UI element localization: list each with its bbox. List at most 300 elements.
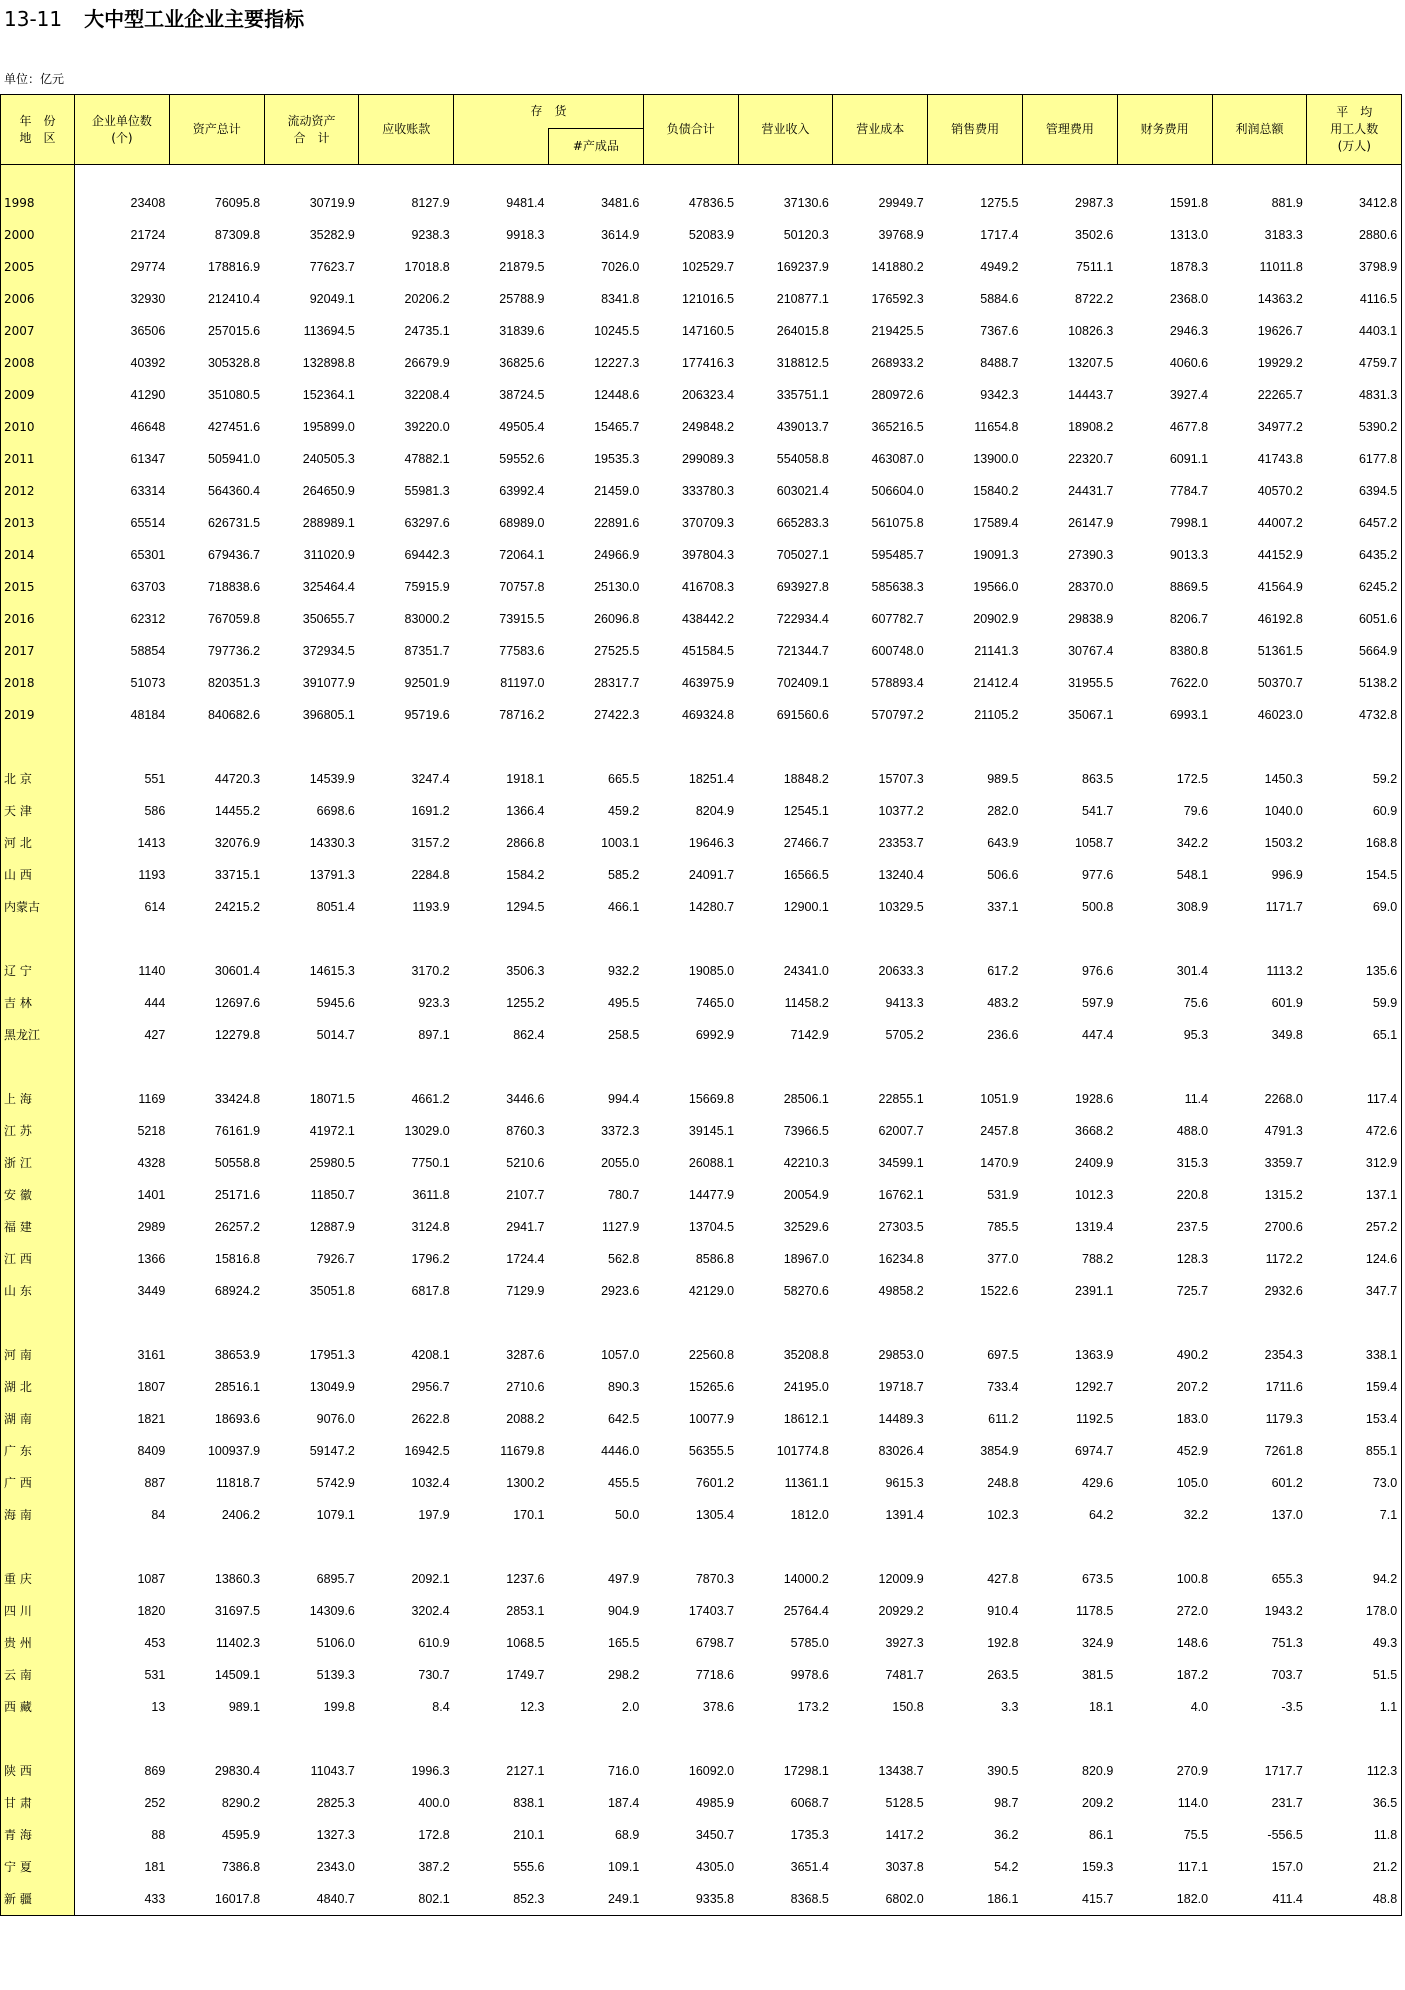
table-cell: 1237.6	[506, 1572, 545, 1586]
table-cell: 264015.8	[776, 324, 829, 338]
row-label: 新 疆	[1, 1883, 75, 1916]
table-cell: 50370.7	[1257, 676, 1303, 690]
row-label: 西 藏	[1, 1691, 75, 1723]
unit-label: 单位：亿元	[4, 72, 65, 86]
table-cell: 1878.3	[1169, 260, 1209, 274]
table-cell: 721344.7	[776, 644, 829, 658]
table-cell: 252	[144, 1796, 166, 1810]
table-cell: 8.4	[432, 1700, 450, 1714]
row-label: 2006	[1, 283, 75, 315]
table-cell: 75.5	[1183, 1828, 1209, 1842]
table-cell: 73966.5	[783, 1124, 829, 1138]
header-total-profit: 利润总额	[1212, 95, 1307, 165]
table-cell: 429.6	[1082, 1476, 1114, 1490]
table-cell: 1918.1	[506, 772, 545, 786]
table-cell: 14330.3	[309, 836, 355, 850]
table-cell: 1040.0	[1264, 804, 1303, 818]
table-cell: 4328	[137, 1156, 166, 1170]
table-cell: 87309.8	[214, 228, 261, 242]
table-cell: 41743.8	[1257, 452, 1303, 466]
table-cell: 8409	[137, 1444, 166, 1458]
table-row	[1, 187, 1402, 219]
table-cell: 1.1	[1307, 1691, 1402, 1723]
table-cell: 500.8	[1082, 900, 1114, 914]
table-cell: 101774.8	[776, 1444, 829, 1458]
table-cell: 8368.5	[738, 1883, 833, 1916]
table-cell: 325464.4	[302, 580, 355, 594]
table-cell: 36.5	[1307, 1787, 1402, 1819]
table-cell: 9342.3	[980, 388, 1019, 402]
table-cell: 1113.2	[1266, 964, 1303, 978]
table-cell: 236.6	[987, 1028, 1019, 1042]
table-row	[1, 763, 1402, 795]
table-cell: 338.1	[1307, 1339, 1402, 1371]
table-cell: 324.9	[1082, 1636, 1114, 1650]
table-cell: 9335.8	[643, 1883, 738, 1916]
table-cell: 21724	[130, 228, 166, 242]
table-cell: 554058.8	[776, 452, 829, 466]
table-cell: 17298.1	[783, 1764, 829, 1778]
table-cell: 2923.6	[601, 1284, 640, 1298]
table-cell: 14539.9	[309, 772, 355, 786]
row-label: 2015	[1, 571, 75, 603]
table-cell: 3037.8	[885, 1860, 924, 1874]
table-cell: 20206.2	[404, 292, 450, 306]
table-cell: 904.9	[608, 1604, 640, 1618]
row-label: 宁 夏	[1, 1851, 75, 1883]
table-cell: 27303.5	[878, 1220, 924, 1234]
table-cell: 37130.6	[783, 196, 829, 210]
table-cell: 1821	[137, 1412, 166, 1426]
table-cell: 31955.5	[1068, 676, 1114, 690]
table-cell: 7622.0	[1169, 676, 1209, 690]
table-cell: 349.8	[1271, 1028, 1303, 1042]
table-cell: 8760.3	[506, 1124, 545, 1138]
table-cell: 5742.9	[316, 1476, 355, 1490]
table-cell: 4732.8	[1307, 699, 1402, 731]
table-cell: 88	[151, 1828, 166, 1842]
table-row	[1, 699, 1402, 731]
table-cell: 220.8	[1176, 1188, 1209, 1202]
table-cell: 212410.4	[207, 292, 261, 306]
table-cell: 2946.3	[1169, 324, 1209, 338]
table-cell: 25171.6	[214, 1188, 261, 1202]
table-cell: 25788.9	[499, 292, 545, 306]
table-cell: 14455.2	[214, 804, 261, 818]
table-cell: 24966.9	[594, 548, 640, 562]
table-cell: 9481.4	[506, 196, 545, 210]
table-cell: 733.4	[987, 1380, 1019, 1394]
table-cell: 1051.9	[980, 1092, 1019, 1106]
table-cell: 11654.8	[974, 420, 1019, 434]
table-cell: 910.4	[987, 1604, 1019, 1618]
table-cell: 28370.0	[1068, 580, 1114, 594]
table-cell: 483.2	[987, 996, 1019, 1010]
table-cell: 36825.6	[499, 356, 545, 370]
table-cell: 2853.1	[506, 1604, 545, 1618]
table-cell: 25980.5	[309, 1156, 355, 1170]
table-cell: 4595.9	[221, 1828, 261, 1842]
table-cell: 68.9	[614, 1828, 640, 1842]
table-row	[1, 507, 1402, 539]
table-cell: 372934.5	[302, 644, 355, 658]
table-cell: 63992.4	[499, 484, 545, 498]
table-cell: 42129.0	[688, 1284, 735, 1298]
table-cell: 5138.2	[1307, 667, 1402, 699]
table-cell: 178816.9	[207, 260, 261, 274]
table-cell: 862.4	[513, 1028, 545, 1042]
table-cell: 16092.0	[688, 1764, 735, 1778]
table-cell: 488.0	[1176, 1124, 1209, 1138]
table-cell: 3651.4	[790, 1860, 829, 1874]
table-cell: 36.2	[994, 1828, 1019, 1842]
table-cell: 24341.0	[783, 964, 829, 978]
table-cell: 264650.9	[302, 484, 355, 498]
table-cell: 26147.9	[1068, 516, 1114, 530]
table-cell: 39220.0	[404, 420, 450, 434]
header-avg-employees: 平 均 用工人数 (万人)	[1307, 95, 1402, 165]
table-cell: 1319.4	[1075, 1220, 1114, 1234]
table-cell: 20929.2	[878, 1604, 924, 1618]
table-cell: 2127.1	[506, 1764, 545, 1778]
table-cell: 21.2	[1307, 1851, 1402, 1883]
table-cell: 78716.2	[499, 708, 545, 722]
table-cell: 159.4	[1307, 1371, 1402, 1403]
table-cell: 249.1	[548, 1883, 643, 1916]
table-cell: 30601.4	[214, 964, 261, 978]
table-cell: 1058.7	[1075, 836, 1114, 850]
table-cell: 838.1	[513, 1796, 545, 1810]
table-cell: 1068.5	[506, 1636, 545, 1650]
table-cell: 14280.7	[688, 900, 735, 914]
table-cell: 183.0	[1176, 1412, 1209, 1426]
table-cell: 69442.3	[404, 548, 450, 562]
table-cell: 531	[144, 1668, 166, 1682]
table-cell: 9238.3	[411, 228, 450, 242]
table-row	[1, 571, 1402, 603]
table-cell: 18251.4	[688, 772, 735, 786]
row-label: 山 东	[1, 1275, 75, 1307]
table-cell: 19085.0	[688, 964, 735, 978]
table-cell: 22891.6	[594, 516, 640, 530]
table-cell: 298.2	[608, 1668, 640, 1682]
table-cell: 439013.7	[776, 420, 829, 434]
row-label: 2018	[1, 667, 75, 699]
table-cell: 70757.8	[499, 580, 545, 594]
table-cell: 1087	[137, 1572, 166, 1586]
table-cell: 451584.5	[681, 644, 735, 658]
table-cell: 83026.4	[878, 1444, 924, 1458]
table-cell: 13	[151, 1700, 166, 1714]
table-row	[1, 347, 1402, 379]
table-cell: 181	[144, 1860, 166, 1874]
table-cell: 5139.3	[316, 1668, 355, 1682]
table-cell: 1140	[138, 964, 166, 978]
table-cell: 7.1	[1307, 1499, 1402, 1531]
table-cell: 9413.3	[885, 996, 924, 1010]
table-cell: 1255.2	[506, 996, 545, 1010]
table-cell: 1012.3	[1075, 1188, 1114, 1202]
row-label: 湖 北	[1, 1371, 75, 1403]
table-cell: 506604.0	[871, 484, 924, 498]
table-cell: 35051.8	[309, 1284, 355, 1298]
table-cell: 12887.9	[309, 1220, 355, 1234]
table-cell: 333780.3	[681, 484, 735, 498]
table-cell: 59552.6	[499, 452, 545, 466]
table-cell: 40570.2	[1257, 484, 1303, 498]
table-cell: 13438.7	[878, 1764, 924, 1778]
table-cell: 272.0	[1176, 1604, 1209, 1618]
table-cell: 32076.9	[214, 836, 261, 850]
table-cell: 3611.8	[412, 1188, 450, 1202]
table-cell: 3202.4	[411, 1604, 450, 1618]
table-cell: 73915.5	[499, 612, 545, 626]
table-cell: 578893.4	[871, 676, 924, 690]
table-cell: 301.4	[1176, 964, 1209, 978]
table-cell: 820.9	[1082, 1764, 1114, 1778]
row-label: 上 海	[1, 1083, 75, 1115]
table-cell: 32.2	[1183, 1508, 1209, 1522]
table-cell: 863.5	[1082, 772, 1114, 786]
table-cell: 459.2	[608, 804, 640, 818]
table-cell: 18848.2	[783, 772, 829, 786]
table-cell: 3502.6	[1075, 228, 1114, 242]
table-row	[1, 635, 1402, 667]
table-cell: 427	[144, 1028, 166, 1042]
table-title	[4, 3, 304, 32]
table-cell: 2354.3	[1264, 1348, 1303, 1362]
table-cell: 51073	[130, 676, 166, 690]
table-cell: 601.9	[1271, 996, 1303, 1010]
table-cell: 14489.3	[878, 1412, 924, 1426]
table-cell: 75.6	[1183, 996, 1209, 1010]
table-cell: 9918.3	[506, 228, 545, 242]
table-cell: 192.8	[987, 1636, 1019, 1650]
group-spacer	[1, 923, 1402, 955]
table-cell: 12009.9	[878, 1572, 924, 1586]
table-cell: 248.8	[987, 1476, 1019, 1490]
table-row	[1, 1851, 1402, 1883]
table-cell: 780.7	[608, 1188, 640, 1202]
row-label: 2010	[1, 411, 75, 443]
table-cell: 19718.7	[878, 1380, 924, 1394]
table-cell: 15669.8	[688, 1092, 735, 1106]
table-cell: 6798.7	[695, 1636, 735, 1650]
table-cell: 92501.9	[404, 676, 450, 690]
table-cell: 172.5	[1176, 772, 1209, 786]
table-cell: 400.0	[418, 1796, 450, 1810]
table-cell: 1294.5	[506, 900, 545, 914]
table-cell: 1079.1	[316, 1508, 355, 1522]
table-cell: 26257.2	[214, 1220, 261, 1234]
row-label: 湖 南	[1, 1403, 75, 1435]
table-cell: 13704.5	[688, 1220, 735, 1234]
table-cell: 109.1	[608, 1860, 640, 1874]
table-cell: 1996.3	[411, 1764, 450, 1778]
table-cell: 73.0	[1307, 1467, 1402, 1499]
row-label: 内蒙古	[1, 891, 75, 923]
table-cell: 69.0	[1307, 891, 1402, 923]
table-row	[1, 955, 1402, 987]
table-row	[1, 1819, 1402, 1851]
table-cell: 19626.7	[1257, 324, 1303, 338]
table-cell: 14477.9	[688, 1188, 735, 1202]
table-cell: 315.3	[1176, 1156, 1209, 1170]
table-cell: 137.1	[1307, 1179, 1402, 1211]
table-cell: 977.6	[1082, 868, 1114, 882]
table-cell: 3170.2	[411, 964, 450, 978]
table-cell: 13207.5	[1068, 356, 1114, 370]
table-cell: 693927.8	[776, 580, 829, 594]
table-cell: 585.2	[608, 868, 640, 882]
table-cell: 61347	[130, 452, 166, 466]
table-cell: 240505.3	[302, 452, 355, 466]
table-cell: 32529.6	[783, 1220, 829, 1234]
table-cell: 3359.7	[1264, 1156, 1303, 1170]
table-cell: 42210.3	[783, 1156, 829, 1170]
header-admin-expenses: 管理费用	[1022, 95, 1117, 165]
table-cell: 187.4	[608, 1796, 640, 1810]
table-cell: 257.2	[1307, 1211, 1402, 1243]
table-cell: 397804.3	[681, 548, 735, 562]
table-cell: 11402.3	[215, 1636, 261, 1650]
table-cell: 182.0	[1117, 1883, 1212, 1916]
table-cell: 15465.7	[594, 420, 640, 434]
table-cell: 3161	[137, 1348, 166, 1362]
table-cell: 337.1	[987, 900, 1019, 914]
table-cell: 411.4	[1212, 1883, 1307, 1916]
table-cell: 15265.6	[688, 1380, 735, 1394]
table-cell: 697.5	[987, 1348, 1019, 1362]
table-cell: 4116.5	[1307, 283, 1402, 315]
table-cell: 378.6	[702, 1700, 735, 1714]
table-cell: 46648	[130, 420, 166, 434]
table-cell: 5390.2	[1307, 411, 1402, 443]
table-cell: 15816.8	[214, 1252, 261, 1266]
table-cell: 56355.5	[688, 1444, 735, 1458]
group-spacer	[1, 1723, 1402, 1755]
table-cell: 20054.9	[783, 1188, 829, 1202]
table-cell: 12279.8	[214, 1028, 261, 1042]
table-cell: 11.8	[1307, 1819, 1402, 1851]
table-cell: 1032.4	[411, 1476, 450, 1490]
table-cell: 18693.6	[214, 1412, 261, 1426]
table-cell: 1366.4	[506, 804, 545, 818]
table-cell: 785.5	[987, 1220, 1019, 1234]
table-cell: 15707.3	[878, 772, 924, 786]
table-header	[1, 95, 1402, 165]
table-cell: 7261.8	[1264, 1444, 1303, 1458]
table-cell: 197.9	[418, 1508, 450, 1522]
table-cell: 655.3	[1271, 1572, 1303, 1586]
table-cell: 311020.9	[303, 548, 355, 562]
table-cell: 3798.9	[1307, 251, 1402, 283]
table-cell: 26096.8	[594, 612, 640, 626]
table-cell: 601.2	[1271, 1476, 1303, 1490]
table-cell: 2956.7	[411, 1380, 450, 1394]
table-cell: 186.1	[928, 1883, 1023, 1916]
table-cell: 195899.0	[302, 420, 355, 434]
table-cell: 5218	[137, 1124, 166, 1138]
table-cell: 92049.1	[309, 292, 355, 306]
table-cell: 50120.3	[783, 228, 829, 242]
table-cell: 370709.3	[681, 516, 735, 530]
table-cell: 29853.0	[878, 1348, 924, 1362]
table-cell: 237.5	[1176, 1220, 1209, 1234]
table-cell: 50.0	[614, 1508, 640, 1522]
table-cell: 280972.6	[871, 388, 924, 402]
table-cell: 46023.0	[1257, 708, 1303, 722]
table-cell: 611.2	[988, 1412, 1019, 1426]
table-cell: 665.5	[608, 772, 640, 786]
header-stub: 年 份 地 区	[1, 95, 75, 165]
table-cell: 137.0	[1271, 1508, 1303, 1522]
table-cell: 17403.7	[688, 1604, 735, 1618]
table-row	[1, 1755, 1402, 1787]
table-cell: 1192.5	[1075, 1412, 1114, 1426]
table-cell: 27525.5	[594, 644, 640, 658]
table-cell: 7718.6	[695, 1668, 735, 1682]
table-cell: 2941.7	[506, 1220, 545, 1234]
table-cell: 8206.7	[1169, 612, 1209, 626]
table-cell: 855.1	[1307, 1435, 1402, 1467]
table-row	[1, 1563, 1402, 1595]
table-cell: 52083.9	[688, 228, 735, 242]
table-cell: 1366	[137, 1252, 166, 1266]
table-cell: 390.5	[987, 1764, 1019, 1778]
table-cell: 22560.8	[688, 1348, 735, 1362]
table-cell: 548.1	[1176, 868, 1209, 882]
table-cell: 597.9	[1082, 996, 1114, 1010]
table-cell: 8204.9	[695, 804, 735, 818]
table-cell: 1169	[138, 1092, 166, 1106]
table-cell: 751.3	[1271, 1636, 1303, 1650]
table-cell: 12697.6	[214, 996, 261, 1010]
group-spacer	[1, 1051, 1402, 1083]
table-cell: 51361.5	[1257, 644, 1303, 658]
table-cell: 29838.9	[1068, 612, 1114, 626]
table-cell: 840682.6	[207, 708, 261, 722]
table-cell: 3927.3	[885, 1636, 924, 1650]
table-cell: 12227.3	[594, 356, 640, 370]
table-cell: 117.1	[1177, 1860, 1209, 1874]
table-cell: 2457.8	[980, 1124, 1019, 1138]
table-cell: 100.8	[1176, 1572, 1209, 1586]
table-cell: 132898.8	[302, 356, 355, 370]
table-cell: 5664.9	[1307, 635, 1402, 667]
table-row	[1, 1243, 1402, 1275]
table-cell: 4791.3	[1264, 1124, 1303, 1138]
table-cell: 6394.5	[1307, 475, 1402, 507]
table-cell: 14000.2	[783, 1572, 829, 1586]
table-cell: 48184	[130, 708, 166, 722]
table-cell: 288989.1	[302, 516, 355, 530]
table-cell: 68989.0	[499, 516, 545, 530]
table-row	[1, 315, 1402, 347]
table-cell: 39768.9	[878, 228, 924, 242]
table-cell: 58270.6	[783, 1284, 829, 1298]
table-cell: 1717.7	[1264, 1764, 1303, 1778]
table-cell: 16017.8	[169, 1883, 264, 1916]
row-label: 云 南	[1, 1659, 75, 1691]
table-row	[1, 1787, 1402, 1819]
table-cell: 1305.4	[695, 1508, 735, 1522]
table-row	[1, 891, 1402, 923]
table-cell: 452.9	[1176, 1444, 1209, 1458]
header-finished-goods: #产成品	[548, 129, 643, 165]
table-cell: 31697.5	[214, 1604, 261, 1618]
table-cell: 2092.1	[411, 1572, 450, 1586]
